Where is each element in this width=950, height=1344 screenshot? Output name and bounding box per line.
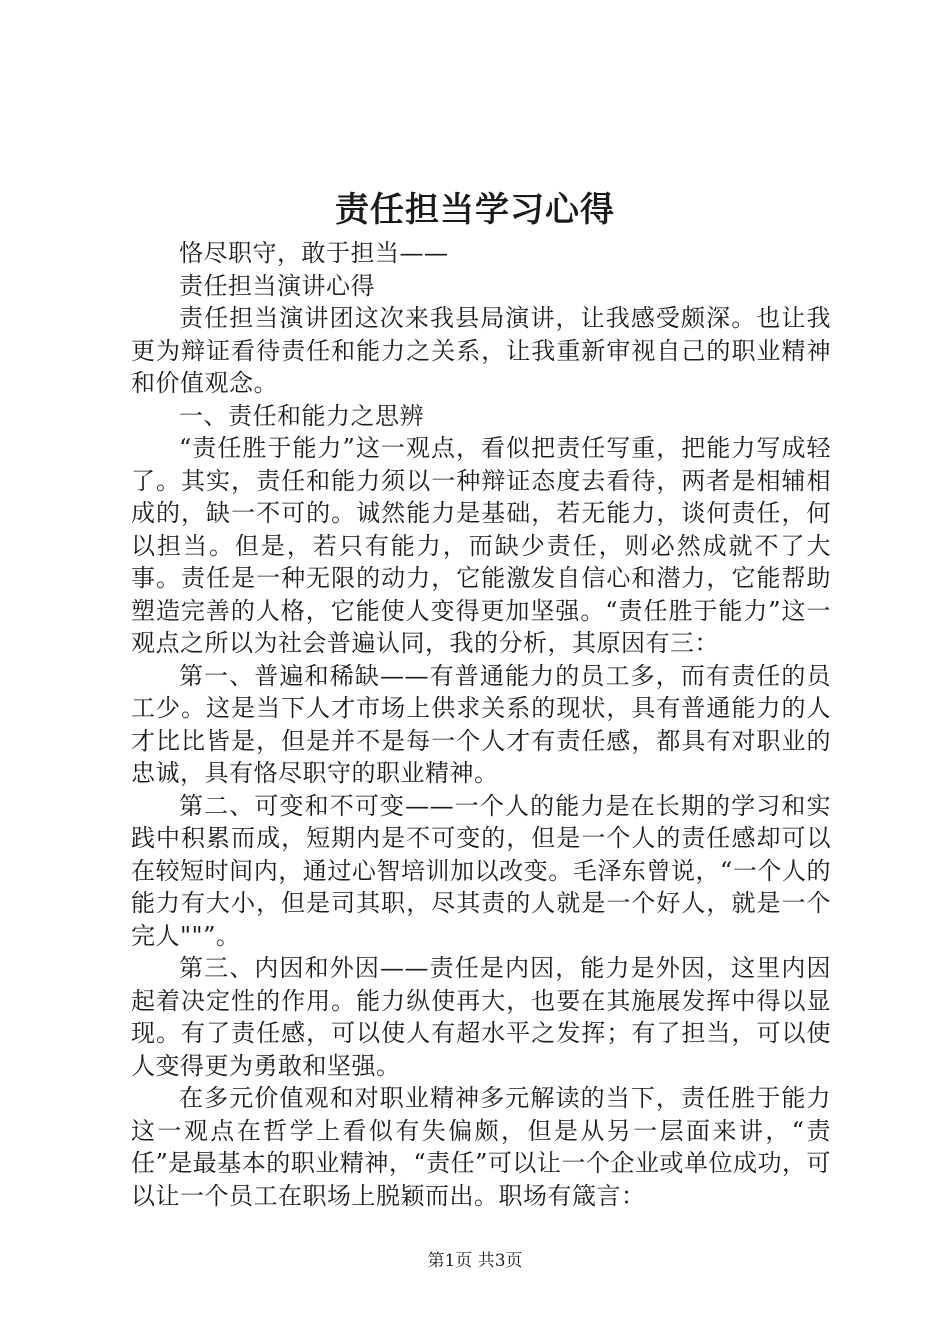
page-number-footer: 第1页 共3页 — [427, 1251, 523, 1271]
section-heading: 一、责任和能力之思辨 — [179, 401, 424, 430]
paragraph: 责任担当演讲心得 — [179, 271, 375, 300]
document-body — [131, 237, 831, 1212]
paragraph: 恪尽职守，敢于担当—— — [179, 239, 449, 267]
paragraph: 在多元价值观和对职业精神多元解读的当下，责任胜于能力这一观点在哲学上看似有失偏颇，但是从另一层面来讲，“责任”是最基本的职业精神，“责任”可以让一个企业或单位成功，可以让一个员工在职场上脱颖而出。职场有箴言： — [131, 1084, 831, 1210]
paragraph: “责任胜于能力”这一观点，看似把责任写重，把能力写成轻了。其实，责任和能力须以一种辩证态度去看待，两者是相辅相成的，缺一不可的。诚然能力是基础，若无能力，谈何责任，何以担当。但是，若只有能力，而缺少责任，则必然成就不了大事。责任是一种无限的动力，它能激发自信心和潜力，它能帮助塑造完善的人格，它能使人变得更加坚强。“责任胜于能力”这一观点之所以为社会普遍认同，我的分析，其原因有三： — [131, 434, 831, 657]
paragraph: 第二、可变和不可变——一个人的能力是在长期的学习和实践中积累而成，短期内是不可变的，但是一个人的责任感却可以在较短时间内，通过心智培训加以改变。毛泽东曾说，“一个人的能力有大小，但是司其职，尽其责的人就是一个好人，就是一个完人""”。 — [131, 791, 831, 950]
document-title: 责任担当学习心得 — [335, 190, 615, 230]
paragraph: 第一、普遍和稀缺——有普通能力的员工多，而有责任的员工少。这是当下人才市场上供求关系的现状，具有普通能力的人才比比皆是，但是并不是每一个人才有责任感，都具有对职业的忠诚，具有恪尽职守的职业精神。 — [131, 661, 831, 787]
paragraph: 第三、内因和外因——责任是内因，能力是外因，这里内因起着决定性的作用。能力纵使再大，也要在其施展发挥中得以显现。有了责任感，可以使人有超水平之发挥；有了担当，可以使人变得更为勇敢和坚强。 — [131, 954, 831, 1080]
paragraph: 责任担当演讲团这次来我县局演讲，让我感受颇深。也让我更为辩证看待责任和能力之关系，让我重新审视自己的职业精神和价值观念。 — [131, 304, 831, 397]
